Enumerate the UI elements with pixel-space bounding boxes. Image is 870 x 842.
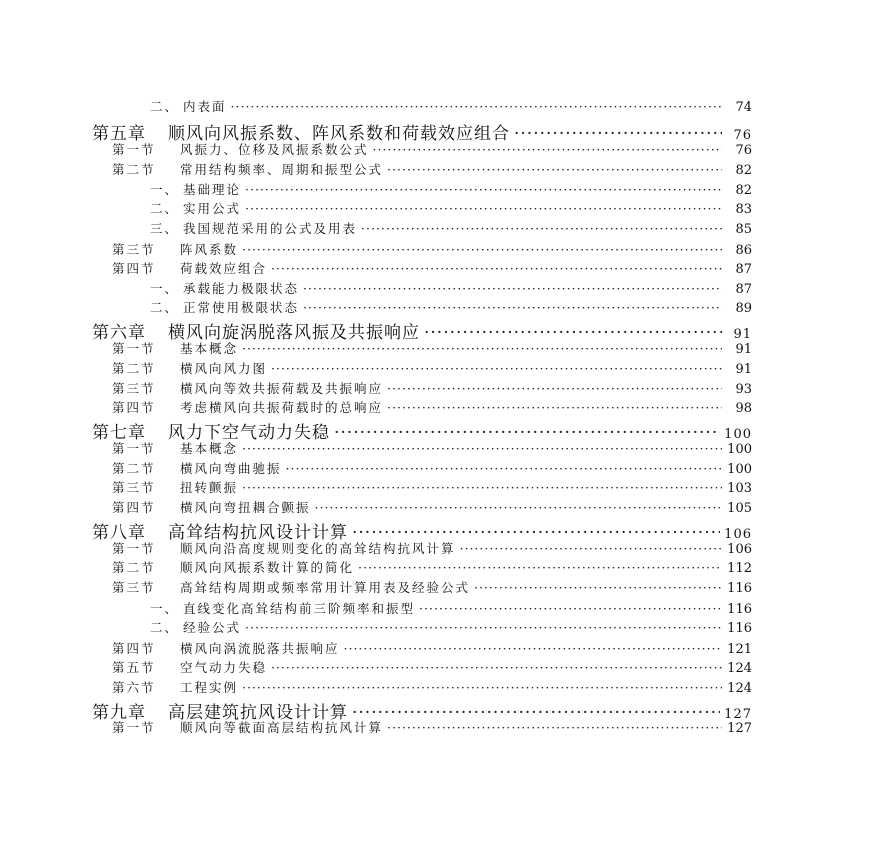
toc-entry-sub [150,219,752,237]
entry-label [150,599,415,617]
entry-number: 二、 [150,201,180,216]
toc-entry-section [112,398,752,416]
dot-leader [358,560,722,575]
entry-title: 空气动力失稳 [180,660,268,675]
dot-leader [361,221,722,236]
entry-number: 第二节 [112,162,156,177]
entry-title: 内表面 [183,99,227,114]
entry-title: 经验公式 [183,620,242,635]
toc-entry-section [112,558,752,576]
entry-title: 高耸结构抗风设计计算 [168,523,348,543]
entry-label [150,219,357,237]
dot-leader [387,720,722,735]
entry-number: 三、 [150,221,180,236]
entry-number: 第一节 [112,541,156,556]
toc-entry-sub [150,618,752,636]
page-number: 82 [735,163,752,178]
entry-label [112,398,383,416]
toc-entry-section [112,439,752,457]
entry-title: 扭转颤振 [180,480,239,495]
entry-title: 顺风向风振系数计算的简化 [180,560,355,575]
entry-number: 第六章 [92,323,146,343]
page-number: 124 [727,681,752,696]
entry-title: 直线变化高耸结构前三阶频率和振型 [183,601,416,616]
page-number: 116 [727,621,752,636]
entry-label [112,678,238,696]
page-number: 83 [735,202,752,217]
entry-title: 基本概念 [180,341,239,356]
entry-title: 横风向等效共振荷载及共振响应 [180,381,384,396]
entry-label [150,180,241,198]
dot-leader [460,541,722,556]
entry-title: 荷载效应组合 [180,261,268,276]
entry-number: 第五节 [112,660,156,675]
entry-number: 一、 [150,182,180,197]
toc-entry-section [112,459,752,477]
page-number: 100 [727,442,752,457]
page-number: 127 [724,707,752,722]
entry-number: 一、 [150,601,180,616]
entry-title: 承载能力极限状态 [183,281,300,296]
entry-label [112,259,267,277]
page-number: 89 [735,301,752,316]
toc-entry-section [112,140,752,158]
entry-number: 第九章 [92,703,146,723]
page-number: 86 [735,243,752,258]
dot-leader [387,400,722,415]
entry-title: 风振力、位移及风振系数公式 [180,142,369,157]
entry-number: 二、 [150,620,180,635]
page-number: 74 [735,100,752,115]
entry-number: 第四节 [112,500,156,515]
dot-leader [373,142,722,157]
entry-title: 基本概念 [180,441,239,456]
entry-number: 第一节 [112,720,156,735]
entry-label [112,558,354,576]
page-number: 106 [724,527,752,542]
toc-entry-section [112,379,752,397]
page-number: 106 [727,542,752,557]
toc-entry-section [112,678,752,696]
page-number: 93 [735,382,752,397]
entry-label [112,339,238,357]
toc-entry-section [112,639,752,657]
entry-title: 横风向旋涡脱落风振及共振响应 [168,323,420,343]
entry-title: 高耸结构周期或频率常用计算用表及经验公式 [180,580,471,595]
entry-title: 高层建筑抗风设计计算 [168,703,348,723]
entry-label [112,658,267,676]
page-number: 100 [724,427,752,442]
dot-leader [315,500,722,515]
toc-entry-section [112,259,752,277]
entry-title: 风力下空气动力失稳 [168,423,330,443]
entry-title: 常用结构频率、周期和振型公式 [180,162,384,177]
dot-leader [387,381,722,396]
entry-number: 第三节 [112,381,156,396]
entry-label [112,160,383,178]
entry-number: 第二节 [112,361,156,376]
dot-leader [245,620,722,635]
dot-leader [271,660,722,675]
entry-label [150,298,299,316]
entry-number: 第四节 [112,261,156,276]
entry-label [112,478,238,496]
entry-label [150,97,227,115]
toc-entry-sub [150,180,752,198]
dot-leader [242,242,722,257]
entry-label [112,639,340,657]
entry-label [112,539,456,557]
entry-number: 第三节 [112,480,156,495]
toc-entry-section [112,478,752,496]
page-number: 127 [727,721,752,736]
toc-entry-section [112,339,752,357]
toc-entry-section [112,718,752,736]
entry-label [150,618,241,636]
dot-leader [242,680,722,695]
dot-leader [271,261,722,276]
page-number: 103 [727,481,752,496]
entry-number: 第四节 [112,400,156,415]
entry-title: 横风向弯曲驰振 [180,461,282,476]
entry-title: 我国规范采用的公式及用表 [183,221,358,236]
toc-entry-section [112,658,752,676]
entry-title: 顺风向沿高度规则变化的高耸结构抗风计算 [180,541,456,556]
entry-label [112,439,238,457]
entry-title: 横风向涡流脱落共振响应 [180,641,340,656]
entry-title: 横风向弯扭耦合颤振 [180,500,311,515]
page-number: 121 [727,642,752,657]
toc-entry-sub [150,279,752,297]
dot-leader [387,162,722,177]
page-number: 76 [735,143,752,158]
toc-entry-sub [150,199,752,217]
toc-entry-section [112,539,752,557]
entry-label [112,240,238,258]
toc-entry-sub [150,298,752,316]
page-number: 87 [735,262,752,277]
entry-label [150,279,299,297]
entry-title: 顺风向风振系数、阵风系数和荷载效应组合 [168,124,510,144]
entry-title: 实用公式 [183,201,242,216]
dot-leader [245,201,722,216]
page-number: 82 [735,183,752,198]
page-number: 85 [735,222,752,237]
entry-number: 第三节 [112,242,156,257]
dot-leader [303,300,722,315]
entry-label [112,140,369,158]
toc-entry-section [112,240,752,258]
page-number: 91 [735,342,752,357]
dot-leader [344,641,722,656]
dot-leader [271,361,722,376]
toc-entry-sub [150,599,752,617]
entry-label [112,359,267,377]
dot-leader [303,281,722,296]
dot-leader [286,461,722,476]
entry-number: 第一节 [112,341,156,356]
page-number: 87 [735,282,752,297]
entry-label [112,379,383,397]
page-number: 116 [727,602,752,617]
entry-label [112,578,470,596]
entry-title: 阵风系数 [180,242,239,257]
entry-number: 第七章 [92,423,146,443]
entry-number: 第八章 [92,523,146,543]
dot-leader [245,182,722,197]
entry-number: 第一节 [112,142,156,157]
page-number: 100 [727,462,752,477]
page-number: 124 [727,661,752,676]
entry-number: 第六节 [112,680,156,695]
toc-entry-sub [150,97,752,115]
entry-title: 考虑横风向共振荷载时的总响应 [180,400,384,415]
dot-leader [419,601,722,616]
entry-label [112,498,311,516]
toc-entry-section [112,498,752,516]
entry-title: 正常使用极限状态 [183,300,300,315]
entry-label [112,459,282,477]
dot-leader [242,441,722,456]
entry-number: 一、 [150,281,180,296]
entry-title: 横风向风力图 [180,361,268,376]
entry-number: 第二节 [112,461,156,476]
entry-title: 工程实例 [180,680,239,695]
entry-number: 第二节 [112,560,156,575]
entry-number: 二、 [150,99,180,114]
page-number: 105 [727,501,752,516]
page-number: 91 [733,327,752,342]
page-number: 112 [727,561,752,576]
dot-leader [231,99,722,114]
entry-label [112,718,383,736]
entry-number: 第三节 [112,580,156,595]
entry-title: 顺风向等截面高层结构抗风计算 [180,720,384,735]
dot-leader [242,341,722,356]
entry-number: 第一节 [112,441,156,456]
page-number: 76 [733,128,752,143]
page-number: 91 [735,362,752,377]
entry-number: 二、 [150,300,180,315]
entry-title: 基础理论 [183,182,242,197]
entry-number: 第四节 [112,641,156,656]
entry-number: 第五章 [92,124,146,144]
entry-label [150,199,241,217]
toc-entry-section [112,578,752,596]
dot-leader [242,480,722,495]
page-number: 116 [727,581,752,596]
dot-leader [474,580,722,595]
toc-entry-section [112,160,752,178]
toc-entry-section [112,359,752,377]
page-number: 98 [735,401,752,416]
